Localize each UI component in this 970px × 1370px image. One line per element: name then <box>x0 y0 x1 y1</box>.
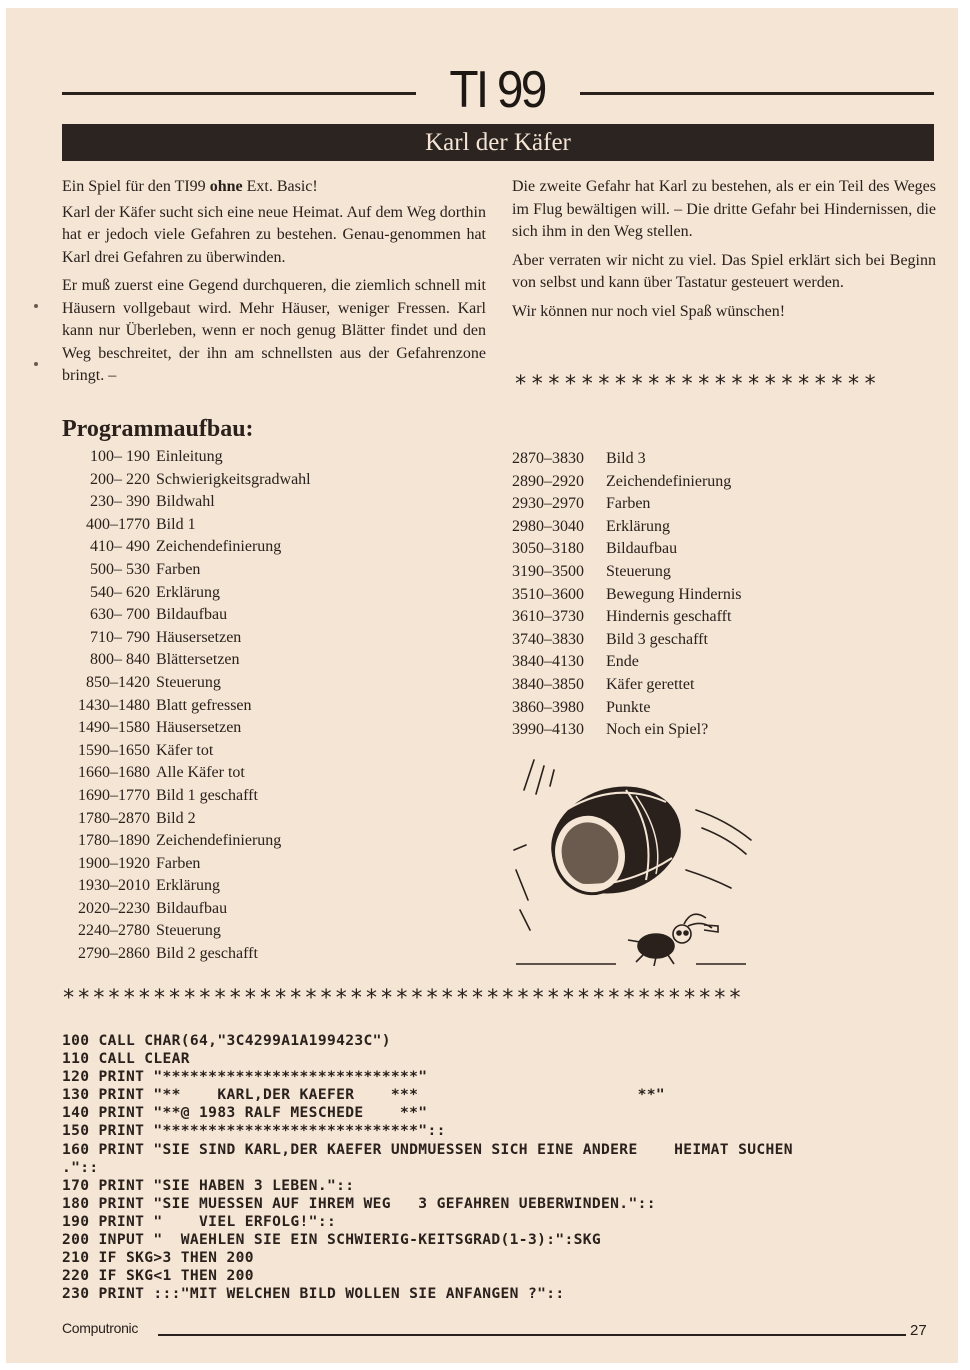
code-line: 160 PRINT "SIE SIND KARL,DER KAEFER UNDMUESSEN SICH EINE ANDERE HEIMAT SUCHEN <box>62 1140 793 1158</box>
intro-paragraph-3: Die zweite Gefahr hat Karl zu bestehen, als er ein Teil des Weges im Flug bewältigen will. – Die dritte Gefahr bei Hindernissen, die sich ihm in den Weg stellen. <box>512 178 936 240</box>
section-label: Schwierigkeitsgradwahl <box>156 470 311 488</box>
program-structure-row <box>512 674 742 697</box>
code-line: 140 PRINT "**@ 1983 RALF MESCHEDE **" <box>62 1104 428 1122</box>
section-label: Bild 2 geschafft <box>156 945 258 963</box>
line-range: 3840–4130 <box>512 653 584 671</box>
section-label: Blatt gefressen <box>156 696 252 714</box>
line-range: 3740–3830 <box>512 630 584 648</box>
footer-publication: Computronic <box>62 1320 139 1336</box>
program-structure-row <box>62 808 311 831</box>
section-label: Hindernis geschafft <box>606 608 732 626</box>
margin-dot <box>34 362 38 366</box>
program-structure-row <box>62 830 311 853</box>
section-label: Einleitung <box>156 448 223 465</box>
code-line: 200 INPUT " WAEHLEN SIE EIN SCHWIERIG-KEITSGRAD(1-3):":SKG <box>62 1231 602 1249</box>
program-structure-row <box>512 584 742 607</box>
line-range: 800– 840 <box>90 651 150 669</box>
code-line: 220 IF SKG<1 THEN 200 <box>62 1267 254 1285</box>
intro-left-column <box>62 176 486 394</box>
article-title: Karl der Käfer <box>425 129 571 156</box>
line-range: 3860–3980 <box>512 698 584 716</box>
code-line: 170 PRINT "SIE HABEN 3 LEBEN.":: <box>62 1176 355 1194</box>
line-range: 500– 530 <box>90 560 150 578</box>
program-structure-row <box>62 740 311 763</box>
barrel-beetle-illustration <box>506 750 756 970</box>
line-range: 540– 620 <box>90 583 150 601</box>
section-label: Bild 3 geschafft <box>606 630 708 648</box>
program-structure-row <box>62 536 311 559</box>
line-range: 1780–1890 <box>78 832 150 850</box>
intro-paragraph-5: Wir können nur noch viel Spaß wünschen! <box>512 302 786 320</box>
code-line: .":: <box>62 1158 99 1176</box>
code-line: 110 CALL CLEAR <box>62 1050 190 1068</box>
magazine-page <box>6 8 958 1363</box>
program-structure-row <box>512 538 742 561</box>
program-structure-row <box>62 898 311 921</box>
header-brand: TI 99 <box>449 61 545 119</box>
line-range: 3990–4130 <box>512 721 584 739</box>
line-range: 200– 220 <box>90 470 150 488</box>
section-label: Bild 1 <box>156 515 196 533</box>
line-range: 710– 790 <box>90 628 150 646</box>
code-line: 180 PRINT "SIE MUESSEN AUF IHREM WEG 3 GEFAHREN UEBERWINDEN.":: <box>62 1194 656 1212</box>
line-range: 1590–1650 <box>78 741 150 759</box>
program-structure-row <box>62 762 311 785</box>
intro-paragraph-4: Aber verraten wir nicht zu viel. Das Spiel erklärt sich bei Beginn von selbst und kann über Tastatur gesteuert werden. <box>512 251 936 291</box>
code-line: 230 PRINT :::"MIT WELCHEN BILD WOLLEN SIE ANFANGEN ?":: <box>62 1285 565 1303</box>
program-structure-row <box>62 672 311 695</box>
line-range: 3840–3850 <box>512 675 584 693</box>
section-label: Bildaufbau <box>156 899 228 917</box>
program-structure-row <box>62 785 311 808</box>
section-label: Noch ein Spiel? <box>606 721 709 739</box>
line-range: 1900–1920 <box>78 854 150 872</box>
stars-divider-short: ********************** <box>514 372 881 397</box>
stars-divider-full: ********************************************* <box>62 986 744 1011</box>
program-structure-row <box>62 717 311 740</box>
barrel-icon <box>537 770 695 910</box>
section-label: Erklärung <box>606 517 670 535</box>
program-structure-list-right <box>512 448 742 742</box>
line-range: 3610–3730 <box>512 608 584 626</box>
line-range: 1690–1770 <box>78 786 150 804</box>
section-label: Käfer gerettet <box>606 675 695 693</box>
section-label: Punkte <box>606 698 651 716</box>
line-range: 2870–3830 <box>512 450 584 467</box>
line-range: 400–1770 <box>86 515 150 533</box>
intro-right-column <box>512 176 936 329</box>
line-range: 410– 490 <box>90 538 150 556</box>
line-range: 1660–1680 <box>78 764 150 782</box>
section-label: Erklärung <box>156 583 220 601</box>
line-range: 630– 700 <box>90 606 150 624</box>
line-range: 3510–3600 <box>512 585 584 603</box>
article-title-banner <box>62 124 934 161</box>
section-label: Bildaufbau <box>606 540 678 558</box>
line-range: 2020–2230 <box>78 899 150 917</box>
section-label: Steuerung <box>156 673 221 691</box>
section-label: Farben <box>156 560 201 578</box>
program-structure-row <box>512 719 742 742</box>
code-line: 130 PRINT "** KARL,DER KAEFER *** **" <box>62 1086 665 1104</box>
program-structure-row <box>512 697 742 720</box>
program-structure-row <box>62 920 311 943</box>
code-line: 150 PRINT "****************************":: <box>62 1122 446 1140</box>
intro-paragraph-2: Er muß zuerst eine Gegend durchqueren, die ziemlich schnell mit Häusern vollgebaut wird. Mehr Häuser, weniger Fressen. Karl kann nur Überleben, wenn er noch genug Blätter findet und den Weg beschreitet, der ihn am schnellsten aus der Gefahrenzone bringt. – <box>62 277 486 384</box>
header-rule-right <box>580 92 934 95</box>
program-structure-list-left <box>62 446 311 966</box>
program-structure-row <box>62 649 311 672</box>
program-structure-row <box>62 446 311 469</box>
line-range: 2240–2780 <box>78 922 150 940</box>
program-structure-row <box>62 514 311 537</box>
basic-program-listing <box>62 1032 952 1303</box>
margin-dot <box>34 304 38 308</box>
program-structure-title: Programmaufbau: <box>62 416 254 442</box>
section-label: Ende <box>606 653 639 671</box>
tagline-bold: ohne <box>209 178 243 195</box>
program-structure-row <box>512 471 742 494</box>
program-structure-row <box>512 448 742 471</box>
code-line: 210 IF SKG>3 THEN 200 <box>62 1249 254 1267</box>
section-label: Erklärung <box>156 877 220 895</box>
section-label: Bildwahl <box>156 493 215 511</box>
program-structure-row <box>512 606 742 629</box>
line-range: 230– 390 <box>90 493 150 511</box>
code-line: 190 PRINT " VIEL ERFOLG!":: <box>62 1212 337 1230</box>
section-label: Bewegung Hindernis <box>606 585 742 603</box>
section-label: Blättersetzen <box>156 651 240 669</box>
section-label: Farben <box>606 495 651 513</box>
program-structure-row <box>62 469 311 492</box>
code-line: 100 CALL CHAR(64,"3C4299A1A199423C") <box>62 1032 391 1049</box>
program-structure-row <box>512 629 742 652</box>
program-structure-row <box>512 561 742 584</box>
tagline-suffix: Ext. Basic! <box>242 178 318 195</box>
line-range: 1490–1580 <box>78 719 150 737</box>
line-range: 3050–3180 <box>512 540 584 558</box>
tagline-prefix: Ein Spiel für den TI99 <box>62 178 210 195</box>
section-label: Bildaufbau <box>156 606 228 624</box>
program-structure-row <box>62 627 311 650</box>
line-range: 1430–1480 <box>78 696 150 714</box>
section-label: Zeichendefinierung <box>156 538 282 556</box>
line-range: 100– 190 <box>90 448 150 465</box>
line-range: 2790–2860 <box>78 945 150 963</box>
section-label: Zeichendefinierung <box>606 472 732 490</box>
section-label: Steuerung <box>606 562 671 580</box>
line-range: 3190–3500 <box>512 562 584 580</box>
program-structure-row <box>62 491 311 514</box>
program-structure-row <box>62 559 311 582</box>
section-label: Käfer tot <box>156 741 214 759</box>
program-structure-row <box>62 853 311 876</box>
line-range: 2980–3040 <box>512 517 584 535</box>
program-structure-row <box>62 695 311 718</box>
footer-rule <box>158 1334 906 1336</box>
intro-tagline <box>62 176 486 199</box>
program-structure-row <box>62 604 311 627</box>
section-label: Bild 3 <box>606 450 646 467</box>
program-structure-row <box>512 651 742 674</box>
program-structure-row <box>62 943 311 966</box>
code-line: 120 PRINT "****************************" <box>62 1068 428 1086</box>
section-label: Bild 2 <box>156 809 196 827</box>
program-structure-row <box>62 875 311 898</box>
beetle-icon <box>628 914 718 966</box>
line-range: 1930–2010 <box>78 877 150 895</box>
section-label: Steuerung <box>156 922 221 940</box>
program-structure-row <box>512 493 742 516</box>
section-label: Farben <box>156 854 201 872</box>
section-label: Zeichendefinierung <box>156 832 282 850</box>
section-label: Bild 1 geschafft <box>156 786 258 804</box>
line-range: 850–1420 <box>86 673 150 691</box>
program-structure-row <box>62 582 311 605</box>
intro-paragraph-1: Karl der Käfer sucht sich eine neue Heimat. Auf dem Weg dorthin hat er jedoch viele Gefahren zu bestehen. Genau-genommen hat Karl drei Gefahren zu überwinden. <box>62 203 486 266</box>
page-number: 27 <box>910 1322 927 1339</box>
section-label: Häusersetzen <box>156 719 242 737</box>
line-range: 1780–2870 <box>78 809 150 827</box>
program-structure-row <box>512 516 742 539</box>
header-rule-left <box>62 92 416 95</box>
line-range: 2930–2970 <box>512 495 584 513</box>
section-label: Häusersetzen <box>156 628 242 646</box>
section-label: Alle Käfer tot <box>156 764 245 782</box>
line-range: 2890–2920 <box>512 472 584 490</box>
